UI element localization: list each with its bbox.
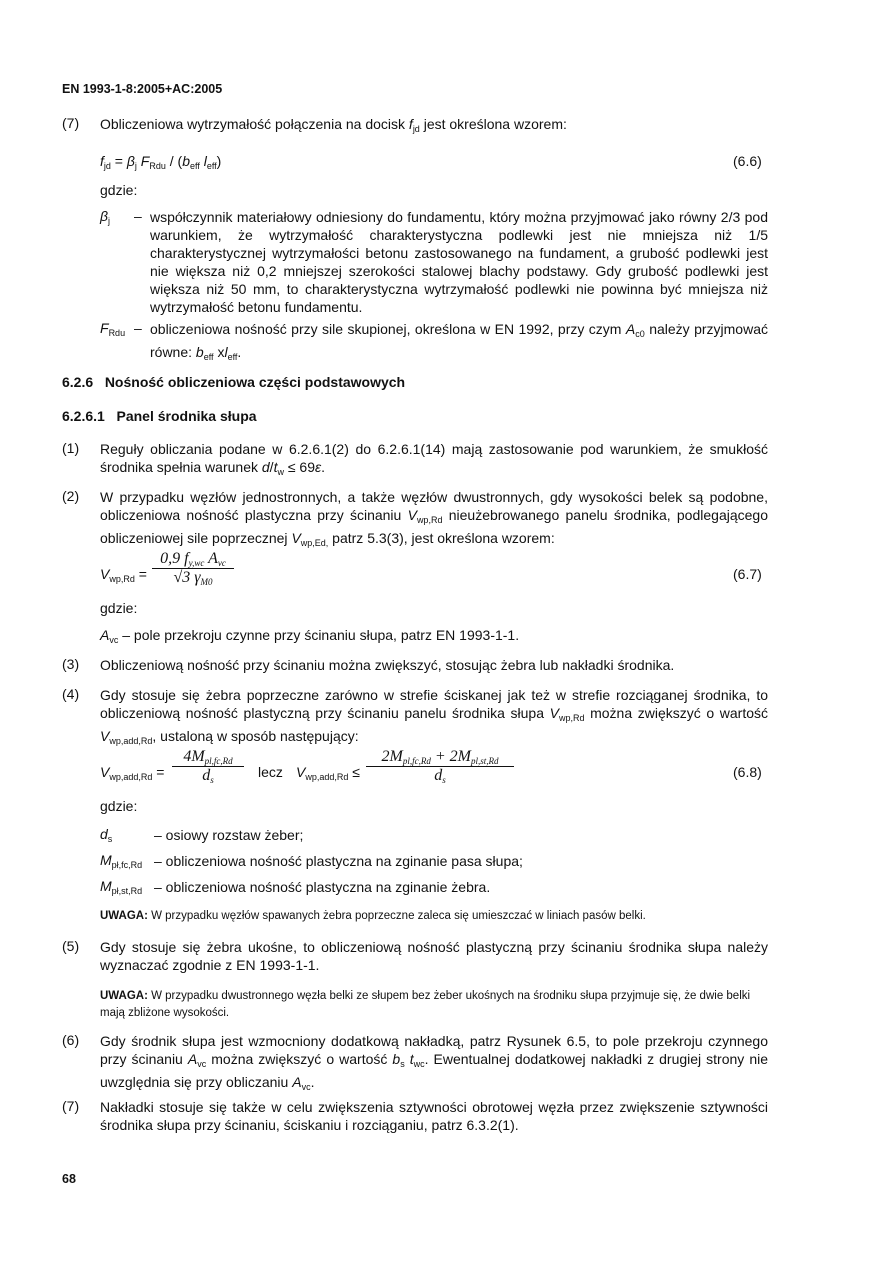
clause-6-text: Gdy środnik słupa jest wzmocniony dodatkową nakładką, patrz Rysunek 6.5, to pole przekroju czynnego przy ścinaniu $A_{vc}$ można zwiększyć o wartość $b_s$ $t_{wc}$. Ewentualnej dodatkowej nakładki z drugiej strony nie uwzględnia się przy obliczaniu $A_{vc}$. [100,1033,769,1092]
equation-6-6: $f_{jd} = \beta_j$ $F_{Rdu} / (b_{eff}$ $l_{eff}$) [100,153,222,171]
definition-M-pl-fc-Rd: – obliczeniowa nośność plastyczna na zginanie pasa słupa; [154,853,523,869]
clause-number: (7) [62,115,80,131]
clause-3-text: Obliczeniową nośność przy ścinaniu można zwiększyć, stosując żebra lub nakładki środnika. [100,657,675,673]
lecz-word: lecz [258,764,283,780]
clause-number: (7) [62,1098,80,1114]
document-id: EN 1993-1-8:2005+AC:2005 [62,82,223,96]
definition-dash: – [134,208,142,224]
symbol-M-pl-st-Rd: $M_{pł,st,Rd}$ [100,878,143,896]
where-label: gdzie: [100,798,138,814]
definition-dash: – [134,320,142,336]
clause-7-intro: Obliczeniowa wytrzymałość połączenia na docisk $f_{jd}$ jest określona wzorem: [100,116,567,134]
clause-1-text: Reguły obliczania podane w 6.2.6.1(2) do 6.2.6.1(14) mają zastosowanie pod warunkiem, że smukłość środnika spełnia warunek $d/t_w \le 69\varepsilon$. [100,441,768,477]
equation-6-7-lhs: $V_{wp,Rd}$ = [100,566,147,584]
definition-F-Rdu: obliczeniowa nośność przy sile skupionej, określona w EN 1992, przy czym $A_{c0}$ należy przyjmować równe: $b_{eff}$ $xl_{eff}$. [150,321,768,362]
clause-number: (3) [62,656,80,672]
clause-2-text: W przypadku węzłów jednostronnych, a także węzłów dwustronnych, gdy wysokości belek są podobne, obliczeniowa nośność plastyczna przy ścinaniu $V_{wp,Rd}$ nieużebrowanego panelu środnika, podlegającego obliczeniowej sile poprzecznej $V_{wp,Ed,}$ patrz 5.3(3), jest określona wzorem: [100,489,768,548]
clause-number: (6) [62,1032,80,1048]
symbol-d-s: $d_s$ [100,826,113,844]
page-number: 68 [62,1172,76,1186]
equation-number: (6.7) [733,566,762,582]
equation-6-7-fraction: 0,9 $f_{y,wc}$ $A_{vc}$ √3 $\gamma_{M0}$ [152,550,234,587]
symbol-M-pl-fc-Rd: $M_{pł,fc,Rd}$ [100,852,143,870]
equation-6-8-lhs: $V_{wp,add,Rd}$ = [100,764,165,782]
equation-number: (6.8) [733,764,762,780]
clause-7-text: Nakładki stosuje się także w celu zwiększenia sztywności obrotowej węzła przez zwiększenie sztywności środnika słupa przy ścinaniu, ściskaniu i rozciąganiu, patrz 6.3.2(1). [100,1099,768,1133]
symbol-F-Rdu: $F_{Rdu}$ [100,320,126,338]
clause-number: (2) [62,488,80,504]
note: UWAGA: W przypadku dwustronnego węzła belki ze słupem bez żeber ukośnych na środniku słupa przyjmuje się, że dwie belki mają zbliżone wysokości. [100,990,751,1019]
where-label: gdzie: [100,600,138,616]
clause-number: (4) [62,686,80,702]
definition-M-pl-st-Rd: – obliczeniowa nośność plastyczna na zginanie żebra. [154,879,491,895]
equation-6-8-fraction-2: $2M_{pl,fc,Rd} + 2M_{pl,st,Rd}$ $d_s$ [366,748,514,785]
definition-beta-j: współczynnik materiałowy odniesiony do fundamentu, który można przyjmować jako równy 2/3 pod warunkiem, że wytrzymałość charakterystyczna podlewki jest nie mniejsza niż 1/5 charakterystycznej wytrzymałości betonu zastosowanego na fundament, a grubość podlewki jest nie większa niż 0,2 mniejszej szerokości stalowej blachy podstawy. Gdy grubość podlewki jest większa niż 50 mm, to charakterystyczna wytrzymałość podlewki nie powinna być mniejsza niż wytrzymałość betonu fundamentu. [150,209,768,315]
symbol-beta-j: $\beta_j$ [100,208,110,226]
note: UWAGA: W przypadku węzłów spawanych żebra poprzeczne zaleca się umieszczać w liniach pasów belki. [100,910,646,922]
equation-number: (6.6) [733,153,762,169]
section-heading-6-2-6: 6.2.6 Nośność obliczeniowa części podstawowych [62,374,406,390]
clause-5-text: Gdy stosuje się żebra ukośne, to obliczeniową nośność plastyczną przy ścinaniu środnika słupa należy wyznaczać zgodnie z EN 1993-1-1. [100,939,768,973]
clause-number: (1) [62,440,80,456]
equation-6-8-lhs-2: $V_{wp,add,Rd}$ ≤ [296,764,360,782]
definition-d-s: – osiowy rozstaw żeber; [154,827,304,843]
clause-4-text: Gdy stosuje się żebra poprzeczne zarówno w strefie ściskanej jak też w strefie rozciąganej środnika, to obliczeniową nośność plastyczną przy ścinaniu panelu środnika słupa $V_{wp,Rd}$ można zwiększyć o wartość $V_{wp,add,Rd}$, ustaloną w sposób następujący: [100,687,768,746]
clause-number: (5) [62,938,80,954]
equation-6-8-fraction-1: $4M_{pl,fc,Rd}$ $d_s$ [172,748,244,785]
where-label: gdzie: [100,182,138,198]
section-heading-6-2-6-1: 6.2.6.1 Panel środnika słupa [62,408,257,424]
definition-A-vc: $A_{vc}$ – pole przekroju czynne przy ścinaniu słupa, patrz EN 1993-1-1. [100,627,520,645]
